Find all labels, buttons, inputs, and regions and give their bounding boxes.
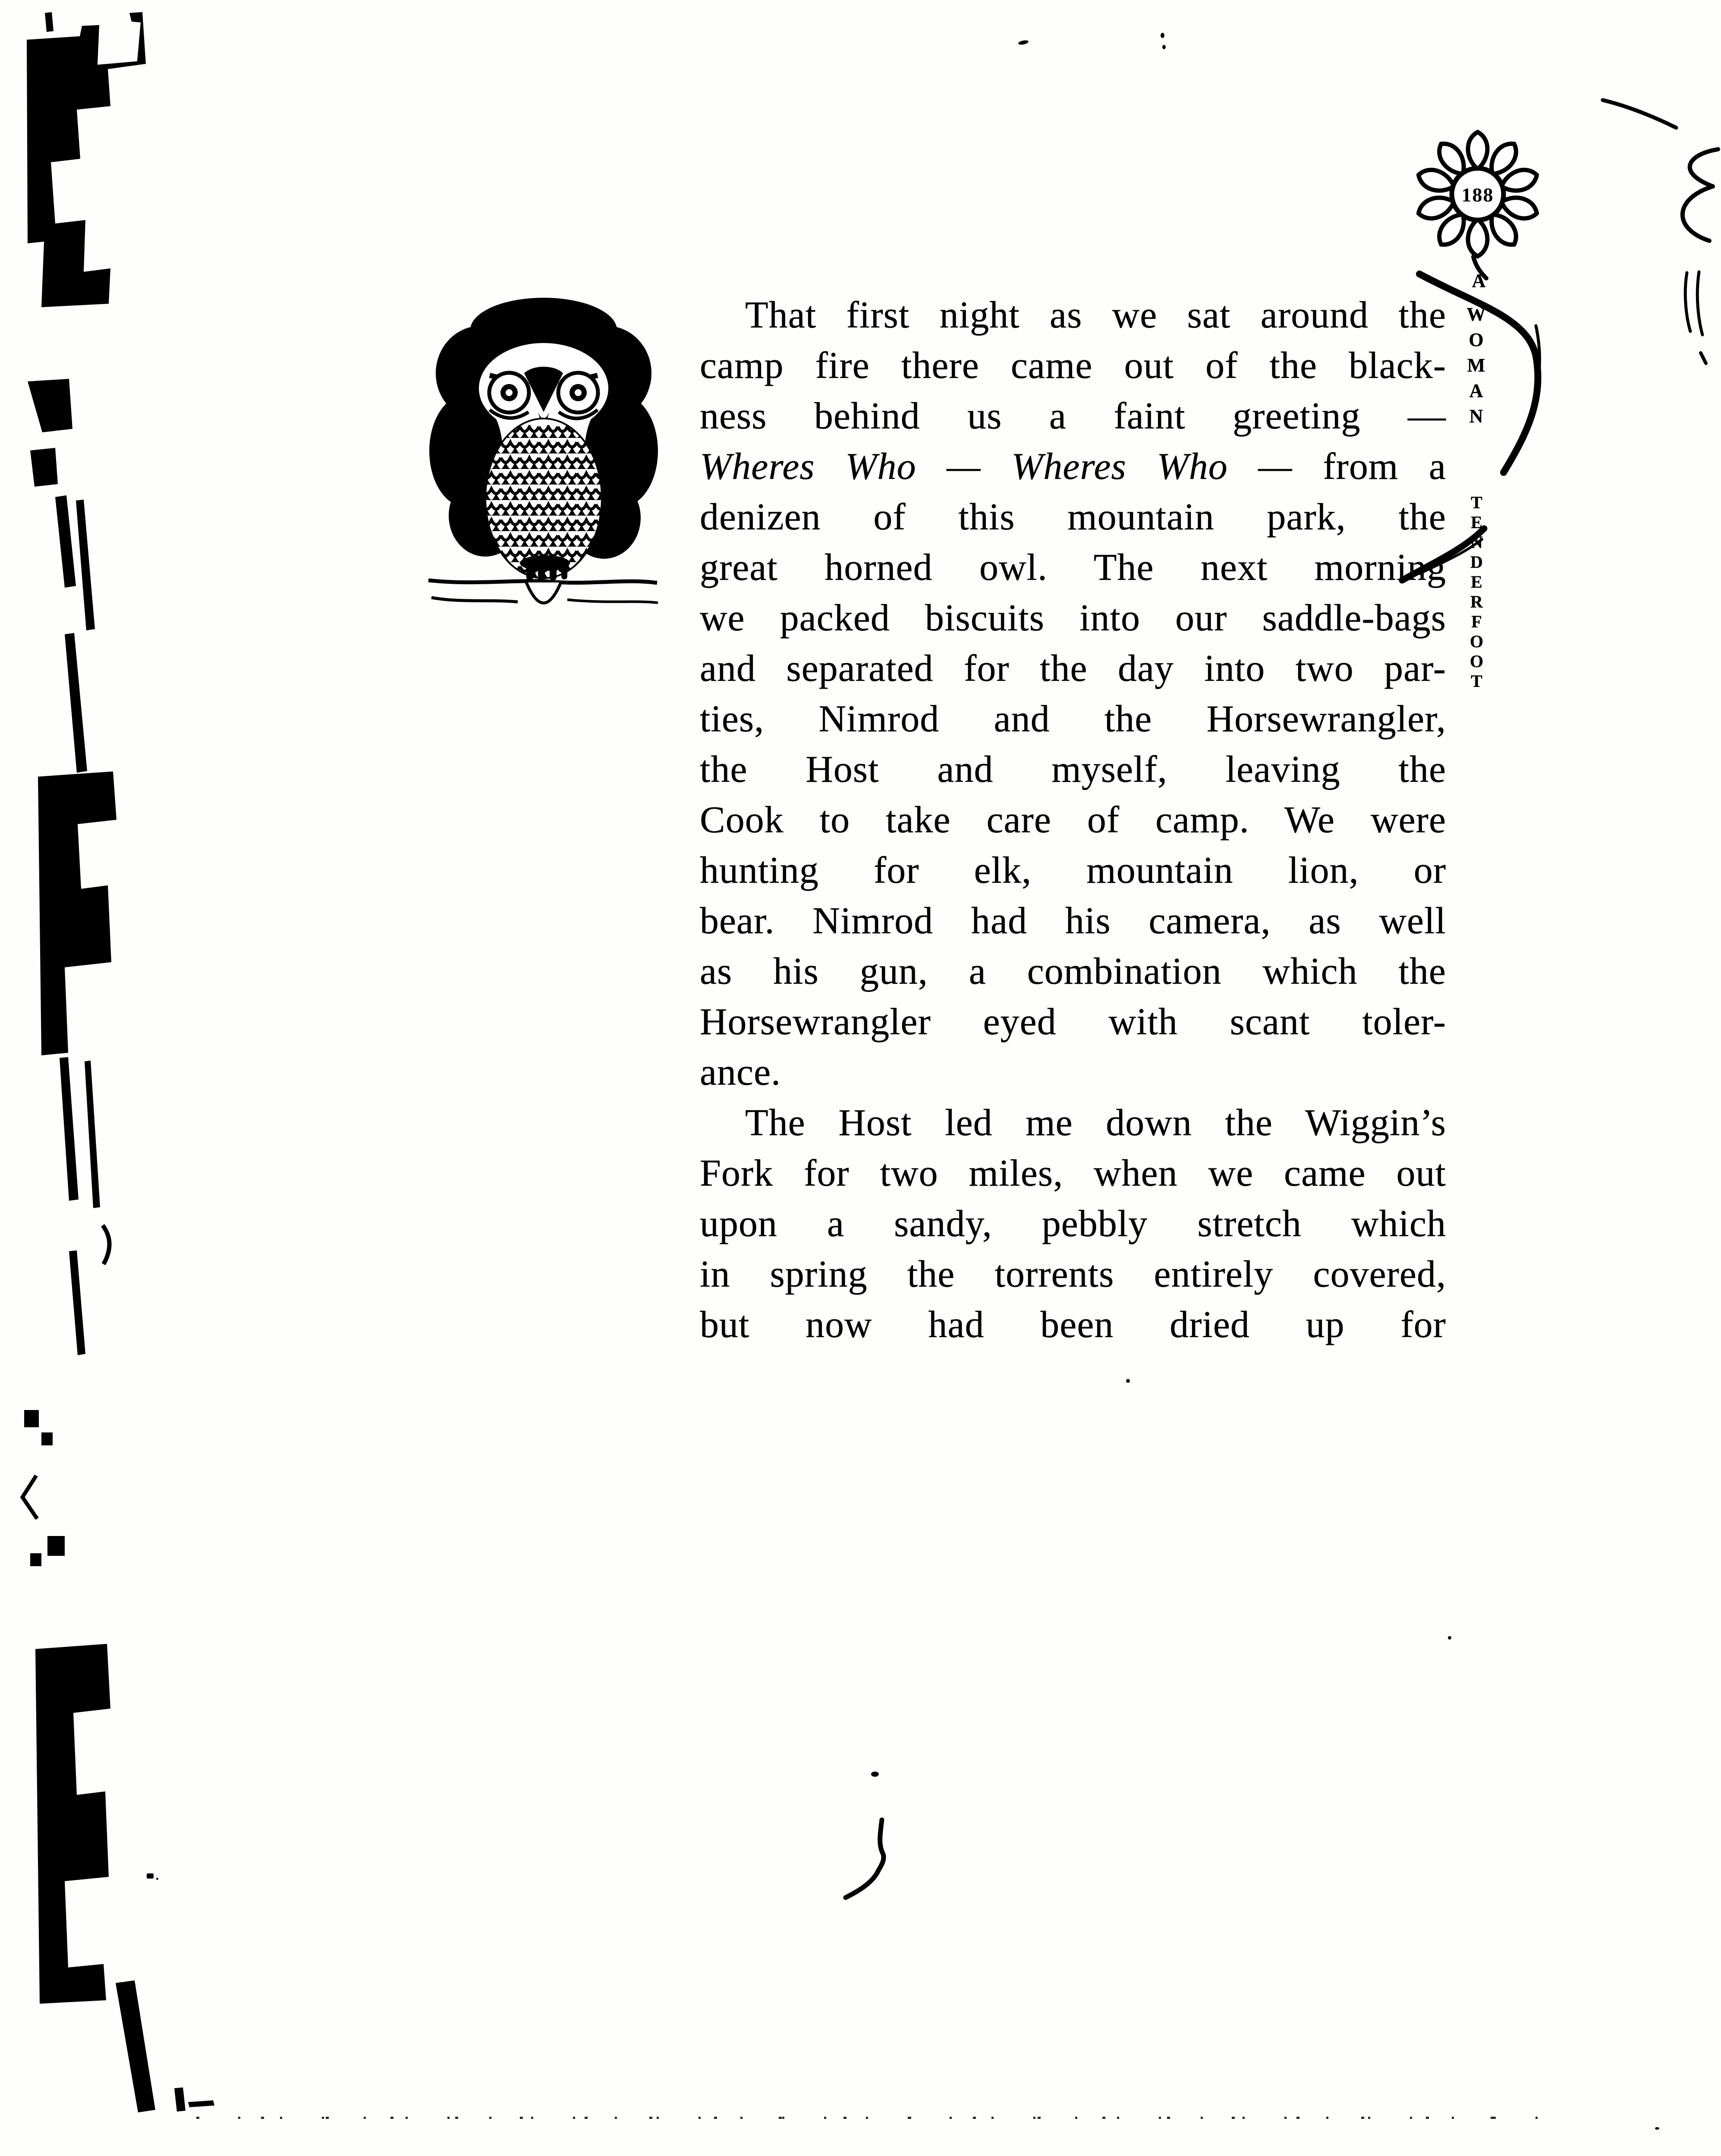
text-line: camp fire there came out of the black- [700, 345, 1446, 387]
owl-tail [526, 582, 561, 603]
text-line: bear. Nimrod had his camera, as well [700, 900, 1446, 942]
side-title-word-woman: WOMAN [1466, 304, 1487, 431]
text-line: in spring the torrents entirely covered, [700, 1253, 1446, 1295]
noise-speck [1018, 40, 1029, 46]
text-line: upon a sandy, pebbly stretch which [700, 1203, 1446, 1245]
noise-speck [156, 1878, 158, 1880]
page-number: 188 [1461, 184, 1494, 206]
ink-squiggle [837, 1765, 897, 1911]
noise-speck [147, 1873, 154, 1879]
text-line: The Host led me down the Wiggin’s [745, 1102, 1446, 1144]
noise-speck [1655, 2127, 1659, 2130]
text-line: ness behind us a faint greeting — [700, 395, 1446, 437]
text-line: ance. [700, 1051, 781, 1093]
side-title-word-a: A [1468, 270, 1489, 291]
text-line: great horned owl. The next morning [700, 547, 1446, 589]
text-line [700, 441, 1446, 492]
owl-call-italic: Wheres Who — Wheres Who — [700, 446, 1293, 488]
edge-partial-flower [1661, 147, 1721, 371]
text-line: Horsewrangler eyed with scant toler- [700, 1001, 1446, 1043]
noise-speck [1448, 1636, 1451, 1640]
owl-eye-left [489, 373, 529, 412]
text-line: but now had been dried up for [700, 1304, 1446, 1346]
noise-speck [1162, 45, 1166, 49]
corner-swoosh-mark [1598, 91, 1680, 134]
binding-scan-artifact [0, 0, 267, 2156]
bottom-noise-dots [196, 2117, 1547, 2119]
text-line: and separated for the day into two par- [700, 648, 1446, 689]
text-line: That first night as we sat around the [745, 294, 1446, 336]
text-line-rest: from a [1323, 446, 1446, 488]
text-line: ties, Nimrod and the Horsewrangler, [700, 698, 1446, 740]
owl-illustration [425, 283, 660, 628]
text-line: hunting for elk, mountain lion, or [700, 850, 1446, 891]
text-line: we packed biscuits into our saddle-bags [700, 597, 1446, 639]
noise-speck [1161, 33, 1164, 38]
text-line: Cook to take care of camp. We were [700, 799, 1446, 841]
side-title-word-tenderfoot: TENDERFOOT [1467, 493, 1486, 691]
noise-speck [1126, 1379, 1130, 1383]
body-text [700, 290, 1446, 1350]
owl-talons [520, 555, 570, 582]
text-line: the Host and myself, leaving the [700, 749, 1446, 790]
text-line: Fork for two miles, when we came out [700, 1152, 1446, 1194]
text-line: as his gun, a combination which the [700, 951, 1446, 992]
owl-eye-right [558, 373, 598, 412]
text-line: denizen of this mountain park, the [700, 496, 1446, 538]
